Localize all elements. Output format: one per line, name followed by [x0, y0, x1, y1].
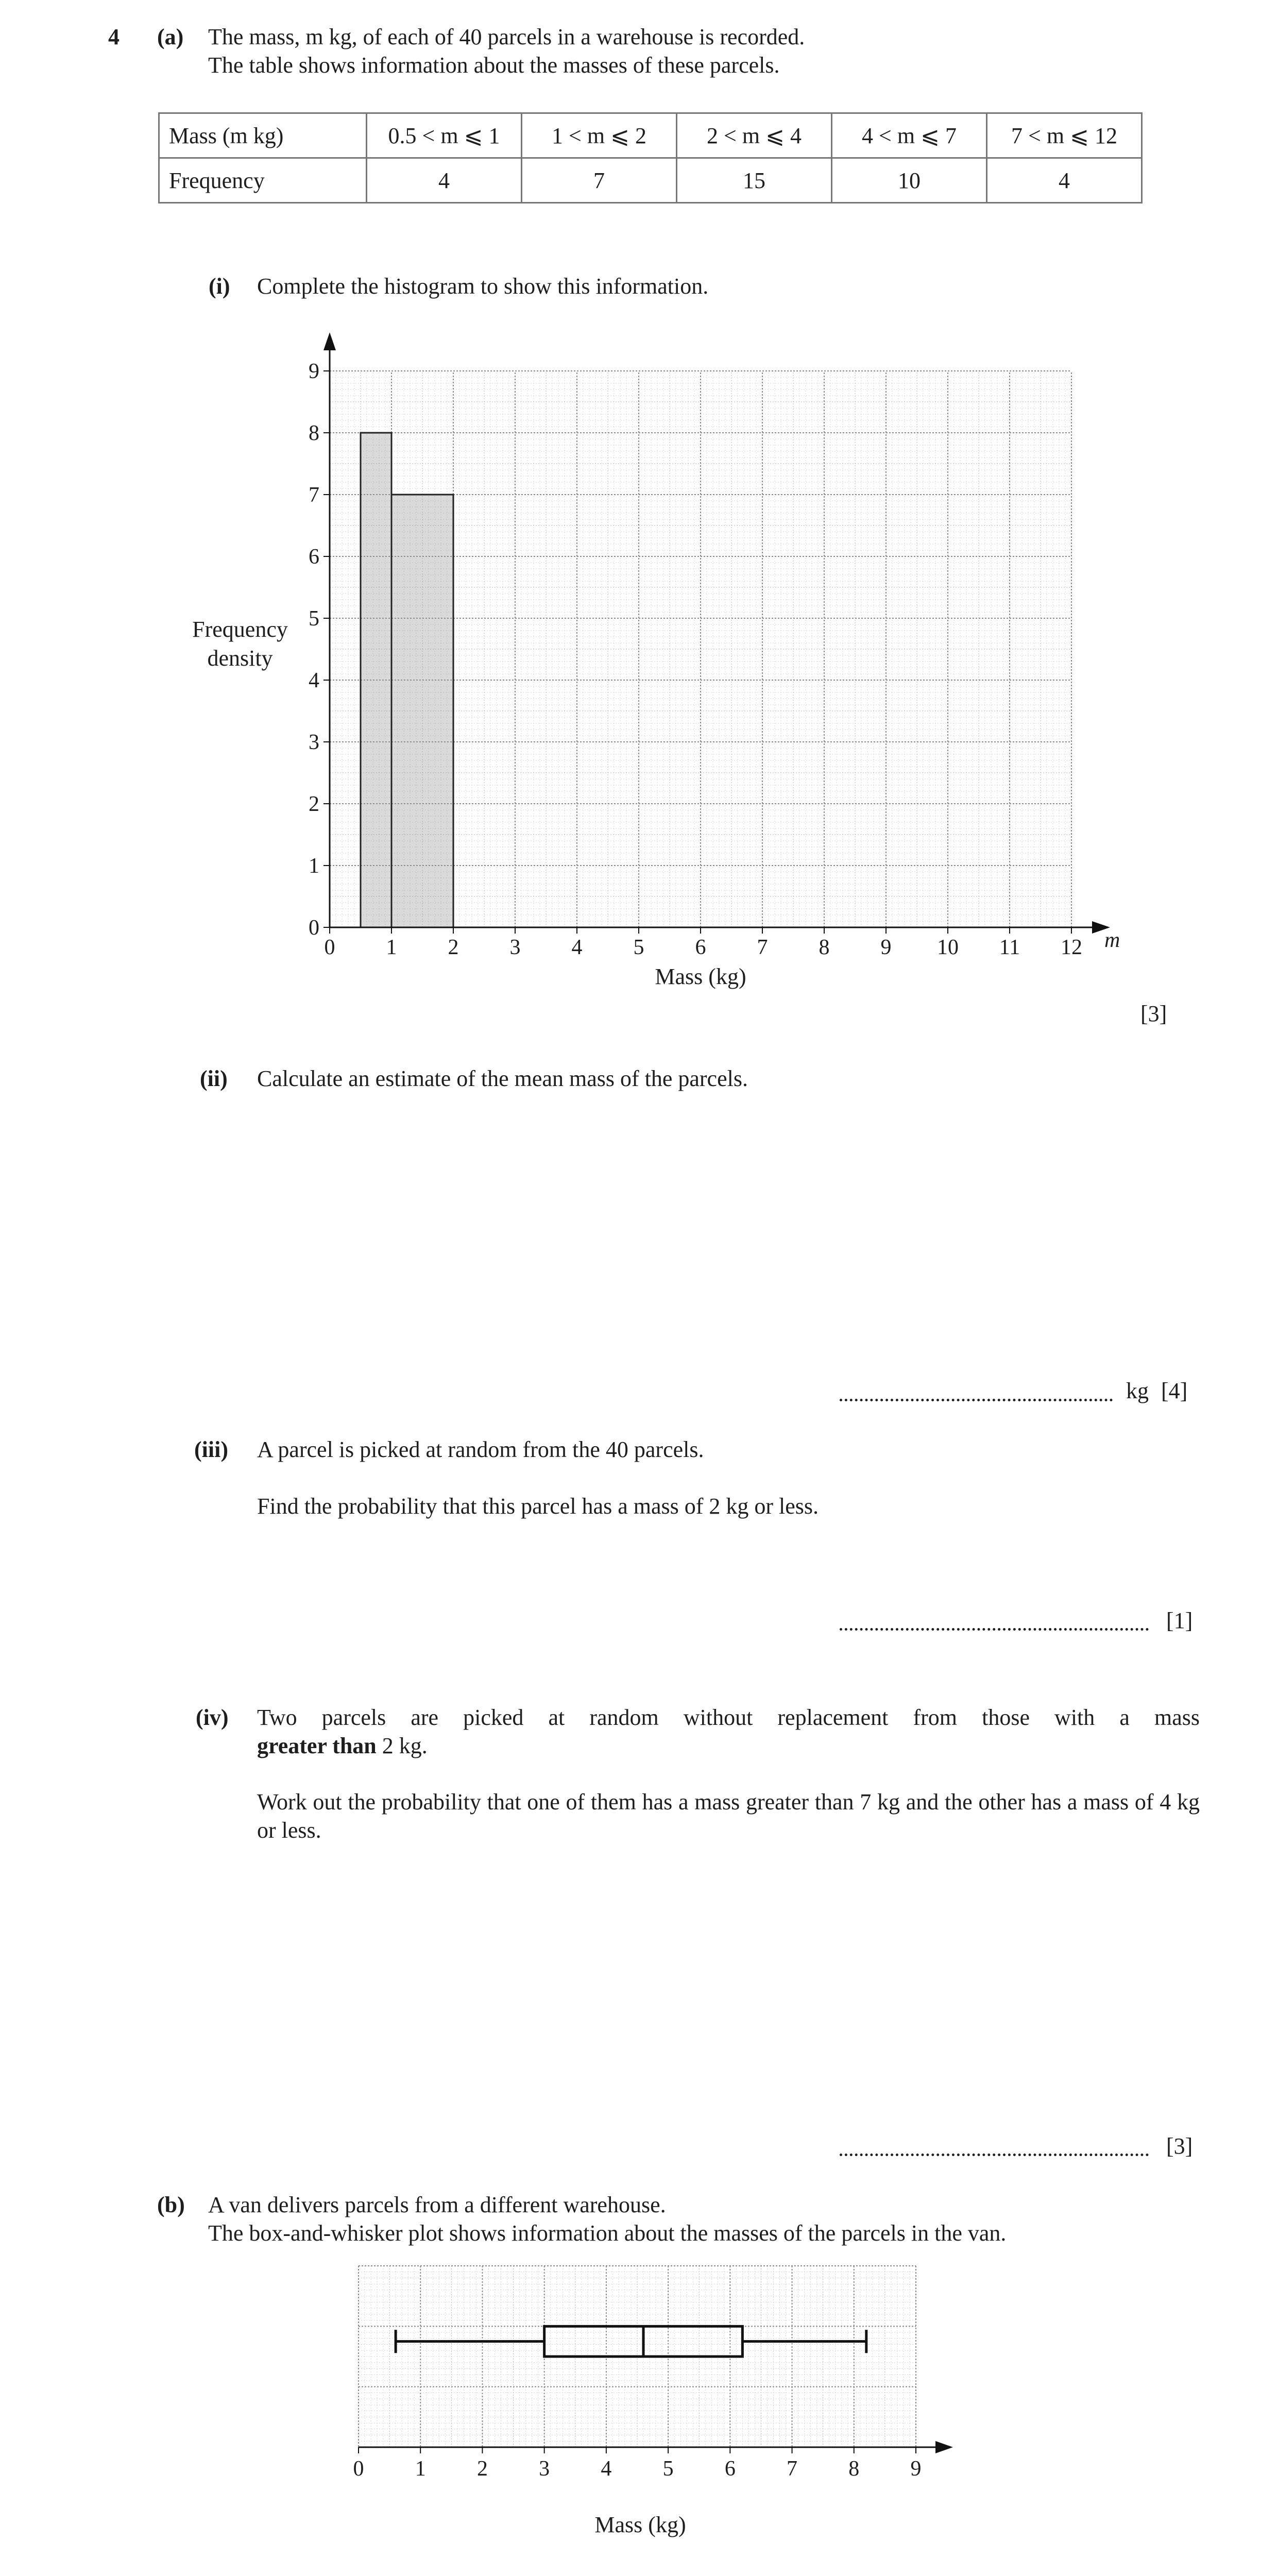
part-a-ii-unit: kg — [1126, 1378, 1149, 1403]
x-tick-label: 0 — [324, 936, 335, 959]
histogram-ylabel-1: Frequency — [192, 617, 288, 642]
x-tick-label: 10 — [937, 936, 959, 959]
y-tick-label: 0 — [309, 916, 319, 940]
x-tick-label: 9 — [880, 936, 892, 959]
question-number: 4 — [108, 24, 120, 49]
x-tick-label: 12 — [1061, 936, 1082, 959]
part-a-i-text: Complete the histogram to show this information. — [257, 274, 709, 299]
part-b-intro-1: A van delivers parcels from a different warehouse. — [208, 2192, 666, 2217]
part-a-i-label: (i) — [209, 274, 230, 299]
x-tick-label: 9 — [910, 2457, 922, 2481]
x-tick-label: 11 — [999, 936, 1020, 959]
histogram-bars — [361, 433, 453, 927]
x-axis-arrow — [935, 2441, 953, 2453]
part-a-iii-mark: [1] — [1166, 1608, 1193, 1633]
x-tick-label: 1 — [415, 2457, 426, 2481]
table-cell: 1 < m ⩽ 2 — [522, 113, 677, 158]
part-a-iv-text-1b — [257, 1732, 428, 1760]
table-cell: 4 < m ⩽ 7 — [832, 113, 987, 158]
part-a-iii-text-2: Find the probability that this parcel has a mass of 2 kg or less. — [257, 1494, 819, 1519]
table-cell: 2 < m ⩽ 4 — [677, 113, 832, 158]
answer-line-a-ii[interactable] — [840, 1399, 1113, 1401]
histogram-bar — [361, 433, 391, 927]
part-a-iv-mark: [3] — [1166, 2133, 1193, 2159]
table-row-header-mass: Mass (m kg) — [159, 113, 367, 158]
part-b-label: (b) — [157, 2192, 185, 2217]
histogram-xlabel: Mass (kg) — [655, 964, 746, 989]
frequency-table — [158, 112, 1143, 204]
x-tick-label: 6 — [695, 936, 706, 959]
histogram-bar — [391, 495, 453, 927]
answer-line-a-iv[interactable] — [840, 2154, 1149, 2156]
part-a-ii-mark: [4] — [1161, 1378, 1188, 1403]
x-tick-label: 4 — [601, 2457, 612, 2481]
part-a-iv-text-2: Work out the probability that one of them has a mass greater than 7 kg and the other has a mass of 4 kg or less. — [257, 1789, 1200, 1843]
x-tick-label: 2 — [476, 2457, 488, 2481]
table-cell: 10 — [832, 158, 987, 203]
part-a-label: (a) — [157, 24, 184, 49]
y-tick-label: 2 — [309, 792, 319, 816]
table-cell: 4 — [367, 158, 522, 203]
table-cell: 7 — [522, 158, 677, 203]
x-tick-label: 3 — [539, 2457, 550, 2481]
part-a-iv-label: (iv) — [196, 1705, 229, 1730]
answer-line-a-iii[interactable] — [840, 1628, 1149, 1631]
box-plot-axes — [359, 2441, 953, 2453]
x-tick-label: 7 — [787, 2457, 798, 2481]
part-a-intro-1: The mass, m kg, of each of 40 parcels in a warehouse is recorded. — [208, 24, 805, 49]
x-tick-label: 6 — [724, 2457, 736, 2481]
x-tick-label: 2 — [448, 936, 459, 959]
y-tick-label: 6 — [309, 545, 319, 569]
table-cell: 15 — [677, 158, 832, 203]
part-a-ii-label: (ii) — [200, 1066, 228, 1091]
part-a-iii-label: (iii) — [194, 1437, 228, 1462]
y-tick-label: 3 — [309, 731, 319, 754]
table-row — [159, 113, 1142, 158]
part-a-ii-text: Calculate an estimate of the mean mass of the parcels. — [257, 1066, 748, 1091]
x-tick-label: 0 — [353, 2457, 364, 2481]
table-cell: 7 < m ⩽ 12 — [987, 113, 1142, 158]
y-axis-arrow — [323, 332, 336, 350]
y-tick-label: 7 — [309, 483, 319, 507]
x-tick-label: 7 — [757, 936, 768, 959]
y-tick-label: 5 — [309, 607, 319, 631]
part-a-iii-text-1: A parcel is picked at random from the 40 parcels. — [257, 1437, 704, 1462]
part-a-iv-rest-text: 2 kg. — [376, 1733, 428, 1758]
histogram-axis-variable: m — [1104, 928, 1120, 952]
x-tick-label: 5 — [633, 936, 644, 959]
histogram-ylabel-2: density — [207, 646, 273, 671]
x-tick-label: 5 — [662, 2457, 674, 2481]
y-tick-label: 4 — [309, 669, 319, 692]
box-plot-xlabel: Mass (kg) — [594, 2512, 686, 2537]
part-b-intro-2: The box-and-whisker plot shows information about the masses of the parcels in the van. — [208, 2221, 1007, 2246]
part-a-iv-bold-text: greater than — [257, 1733, 377, 1758]
x-tick-label: 4 — [571, 936, 583, 959]
part-a-iv-text-1a: Two parcels are picked at random without replacement from those with a mass — [257, 1705, 1200, 1730]
histogram-chart — [278, 319, 1185, 999]
table-cell: 4 — [987, 158, 1142, 203]
part-a-intro-2: The table shows information about the masses of these parcels. — [208, 53, 780, 78]
table-cell: 0.5 < m ⩽ 1 — [367, 113, 522, 158]
box-plot-tick-labels — [353, 2447, 922, 2481]
x-tick-label: 8 — [848, 2457, 860, 2481]
x-tick-label: 3 — [509, 936, 521, 959]
part-a-i-mark: [3] — [1140, 1001, 1167, 1026]
x-tick-label: 1 — [386, 936, 397, 959]
x-tick-label: 8 — [819, 936, 830, 959]
y-tick-label: 8 — [309, 421, 319, 445]
y-tick-label: 9 — [309, 360, 319, 383]
table-row — [159, 158, 1142, 203]
table-row-header-frequency: Frequency — [159, 158, 367, 203]
y-tick-label: 1 — [309, 854, 319, 878]
box-plot-chart — [330, 2262, 979, 2550]
